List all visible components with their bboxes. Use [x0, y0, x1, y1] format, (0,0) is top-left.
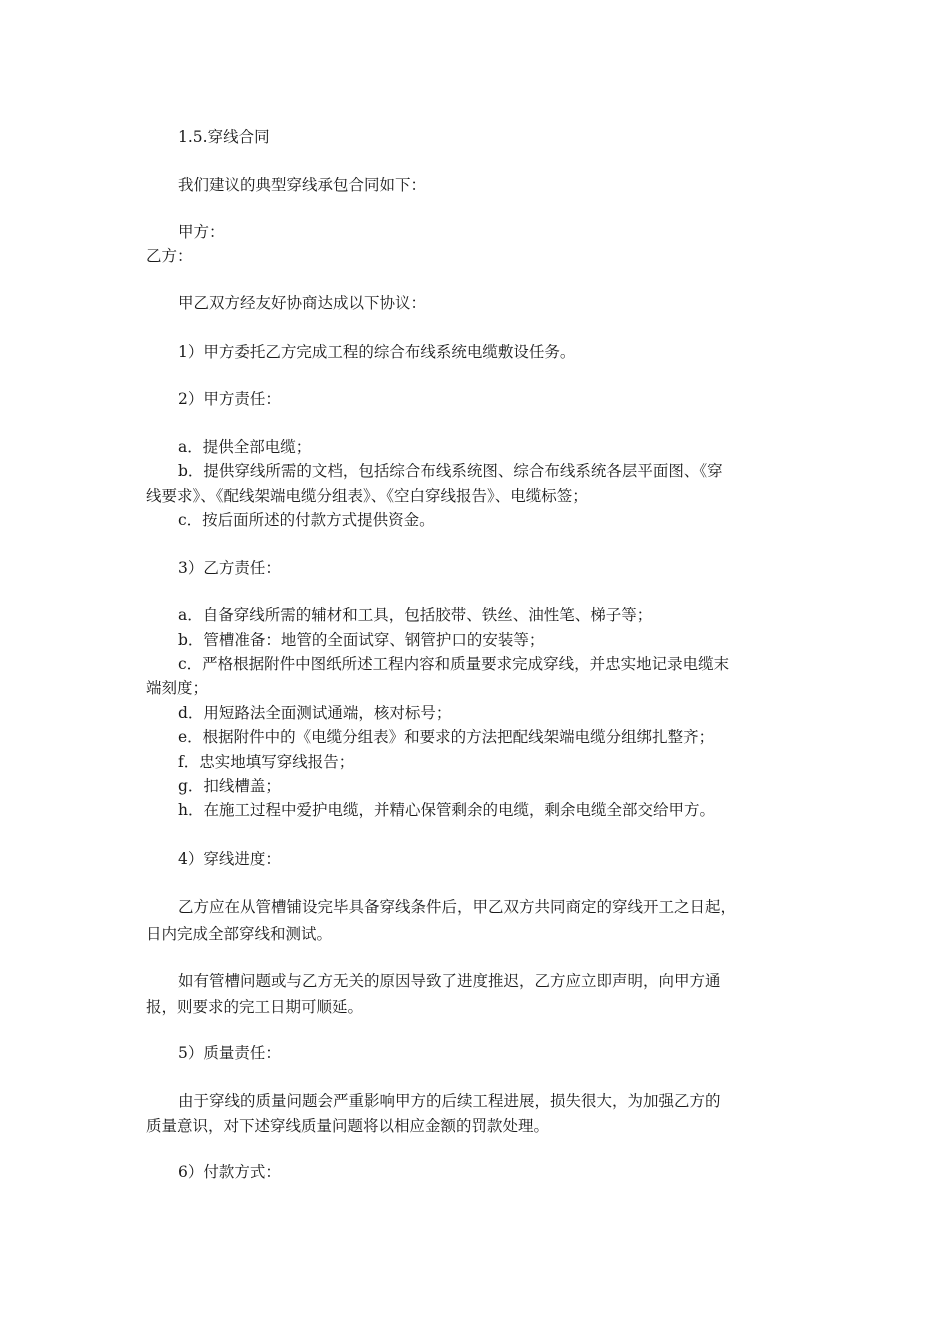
clause-3-item-g: g．扣线槽盖； [178, 777, 281, 795]
clause-3-item-c-line1: c．严格根据附件中图纸所述工程内容和质量要求完成穿线，并忠实地记录电缆末 [178, 655, 730, 673]
clause-3-item-b: b．管槽准备：地管的全面试穿、钢管护口的安装等； [178, 631, 545, 649]
clause-2-item-c: c．按后面所述的付款方式提供资金。 [178, 511, 435, 529]
clause-4-paragraph-2-line2: 报，则要求的完工日期可顺延。 [146, 998, 364, 1016]
clause-3-item-a: a．自备穿线所需的辅材和工具，包括胶带、铁丝、油性笔、梯子等； [178, 606, 653, 624]
clause-1: 1）甲方委托乙方完成工程的综合布线系统电缆敷设任务。 [178, 343, 576, 361]
clause-2-item-a: a．提供全部电缆； [178, 438, 312, 456]
clause-3-title: 3）乙方责任： [178, 559, 281, 577]
clause-5-paragraph-line2: 质量意识，对下述穿线质量问题将以相应金额的罚款处理。 [146, 1117, 550, 1135]
agreement-text: 甲乙双方经友好协商达成以下协议： [178, 294, 427, 312]
clause-3-item-c-line2: 端刻度； [146, 679, 209, 697]
clause-4-title: 4）穿线进度： [178, 850, 281, 868]
clause-2-item-b-line1: b．提供穿线所需的文档，包括综合布线系统图、综合布线系统各层平面图、《穿 [178, 462, 723, 480]
clause-3-item-h: h．在施工过程中爱护电缆，并精心保管剩余的电缆，剩余电缆全部交给甲方。 [178, 801, 715, 819]
party-a-label: 甲方： [178, 223, 225, 241]
intro-text: 我们建议的典型穿线承包合同如下： [178, 176, 427, 194]
clause-5-paragraph-line1: 由于穿线的质量问题会严重影响甲方的后续工程进展，损失很大，为加强乙方的 [178, 1092, 721, 1110]
clause-2-title: 2）甲方责任： [178, 390, 281, 408]
clause-4-paragraph-2-line1: 如有管槽问题或与乙方无关的原因导致了进度推迟，乙方应立即声明，向甲方通 [178, 972, 721, 990]
clause-3-item-d: d．用短路法全面测试通端，核对标号； [178, 704, 452, 722]
clause-4-paragraph-1-line1: 乙方应在从管槽铺设完毕具备穿线条件后，甲乙双方共同商定的穿线开工之日起， [178, 898, 737, 916]
clause-3-item-f: f．忠实地填写穿线报告； [178, 753, 355, 771]
party-b-label: 乙方： [146, 247, 193, 265]
clause-2-item-b-line2: 线要求》、《配线架端电缆分组表》、《空白穿线报告》、电缆标签； [146, 487, 588, 505]
clause-4-paragraph-1-line2: 日内完成全部穿线和测试。 [146, 925, 333, 943]
clause-6-title: 6）付款方式： [178, 1163, 281, 1181]
clause-3-item-e: e．根据附件中的《电缆分组表》和要求的方法把配线架端电缆分组绑扎整齐； [178, 728, 715, 746]
section-title: 1.5.穿线合同 [178, 128, 270, 146]
clause-5-title: 5）质量责任： [178, 1044, 281, 1062]
